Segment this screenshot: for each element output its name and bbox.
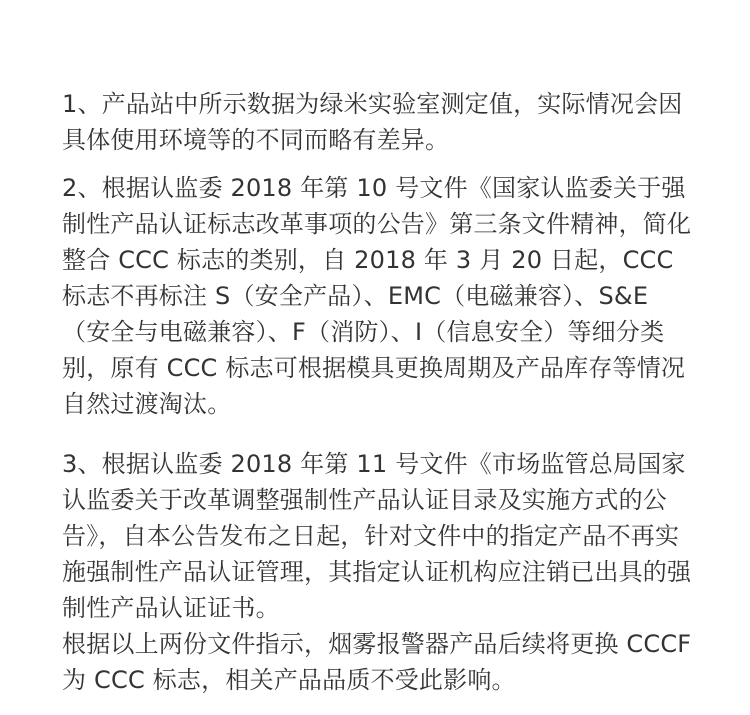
paragraph-spacer — [62, 158, 692, 170]
paragraph-spacer — [62, 422, 692, 446]
certification-notice — [62, 86, 692, 698]
notice-paragraph-3: 3、根据认监委 2018 年第 11 号文件《市场监管总局国家认监委关于改革调整强制性产品认证目录及实施方式的公告》，自本公告发布之日起，针对文件中的指定产品不再实施强制性产品认证管理，其指定认证机构应注销已出具的强制性产品认证证书。 — [62, 450, 692, 622]
notice-paragraph-2: 2、根据认监委 2018 年第 10 号文件《国家认监委关于强制性产品认证标志改革事项的公告》第三条文件精神，简化整合 CCC 标志的类别，自 2018 年 3 月 20 日起，CCC 标志不再标注 S（安全产品）、EMC（电磁兼容）、S&E（安全与电磁兼容）、F（消防）、I（信息安全）等细分类别，原有 CCC 标志可根据模具更换周期及产品库存等情况自然过渡淘汰。 — [62, 174, 692, 418]
notice-paragraph-1: 1、产品站中所示数据为绿米实验室测定值，实际情况会因具体使用环境等的不同而略有差异。 — [62, 90, 683, 154]
notice-paragraph-4: 根据以上两份文件指示，烟雾报警器产品后续将更换 CCCF 为 CCC 标志，相关产品品质不受此影响。 — [62, 630, 692, 694]
